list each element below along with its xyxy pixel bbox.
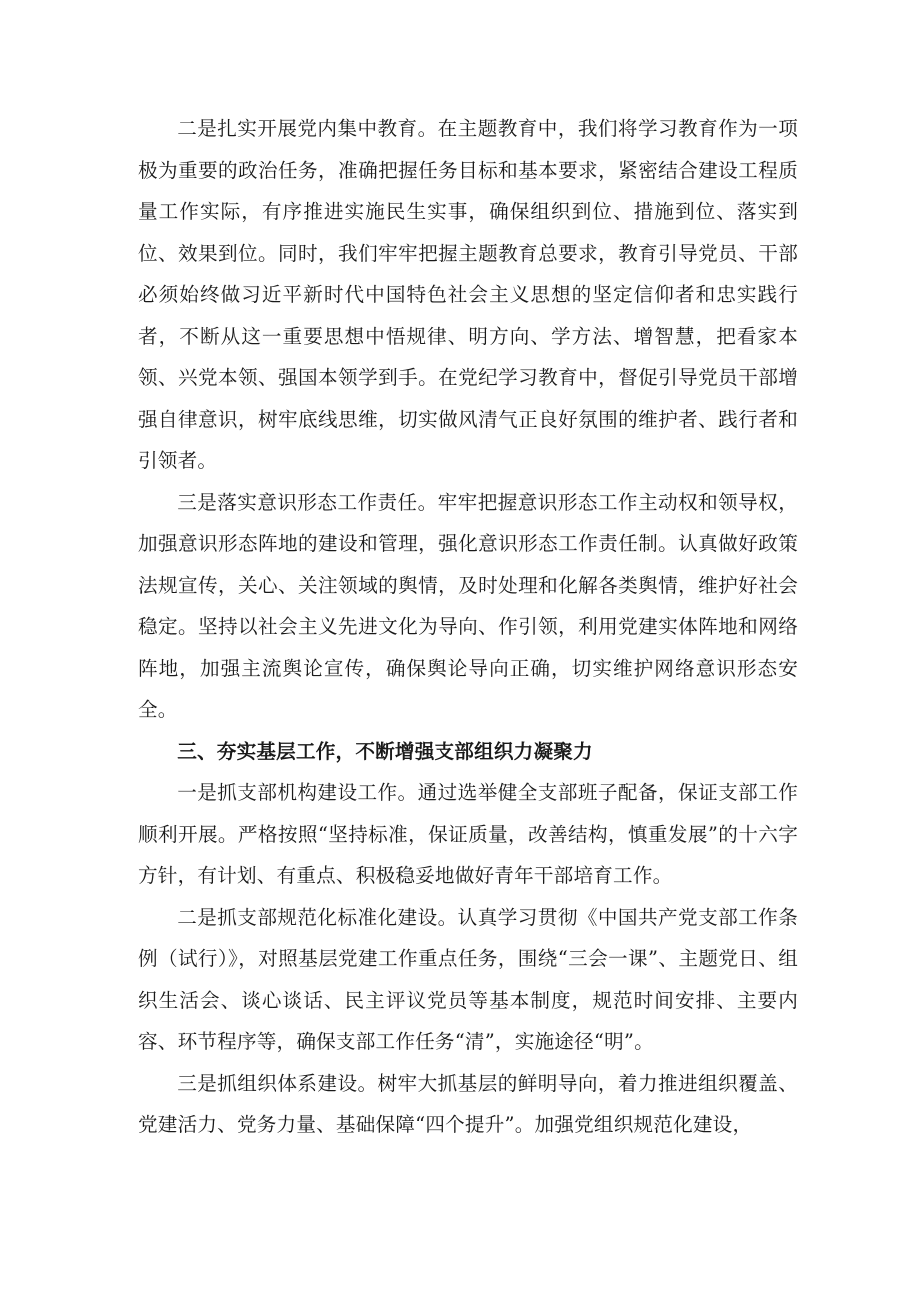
- paragraph-branch-organization: 一是抓支部机构建设工作。通过选举健全支部班子配备，保证支部工作顺利开展。严格按照“坚持标准，保证质量，改善结构，慎重发展”的十六字方针，有计划、有重点、积极稳妥地做好青年干部培育工作。: [138, 781, 798, 887]
- document-body: [138, 108, 798, 1146]
- paragraph-party-education: 二是扎实开展党内集中教育。在主题教育中，我们将学习教育作为一项极为重要的政治任务，准确把握任务目标和基本要求，紧密结合建设工程质量工作实际，有序推进实施民生实事，确保组织到位、措施到位、落实到位、效果到位。同时，我们牢牢把握主题教育总要求，教育引导党员、干部必须始终做习近平新时代中国特色社会主义思想的坚定信仰者和忠实践行者，不断从这一重要思想中悟规律、明方向、学方法、增智慧，把看家本领、兴党本领、强国本领学到手。在党纪学习教育中，督促引导党员干部增强自律意识，树牢底线思维，切实做风清气正良好氛围的维护者、践行者和引领者。: [138, 117, 798, 472]
- section-heading: 三、夯实基层工作，不断增强支部组织力凝聚力: [177, 739, 593, 763]
- paragraph-ideology-responsibility: 三是落实意识形态工作责任。牢牢把握意识形态工作主动权和领导权，加强意识形态阵地的建设和管理，强化意识形态工作责任制。认真做好政策法规宣传，关心、关注领域的舆情，及时处理和化解各类舆情，维护好社会稳定。坚持以社会主义先进文化为导向、作引领，利用党建实体阵地和网络阵地，加强主流舆论宣传，确保舆论导向正确，切实维护网络意识形态安全。: [138, 490, 798, 721]
- paragraph-branch-standardization: 二是抓支部规范化标准化建设。认真学习贯彻《中国共产党支部工作条例（试行）》，对照基层党建工作重点任务，围绕“三会一课”、主题党日、组织生活会、谈心谈话、民主评议党员等基本制度，规范时间安排、主要内容、环节程序等，确保支部工作任务“清”，实施途径“明”。: [138, 905, 798, 1053]
- paragraph-organization-system: 三是抓组织体系建设。树牢大抓基层的鲜明导向，着力推进组织覆盖、党建活力、党务力量、基础保障“四个提升”。加强党组织规范化建设，: [138, 1071, 798, 1136]
